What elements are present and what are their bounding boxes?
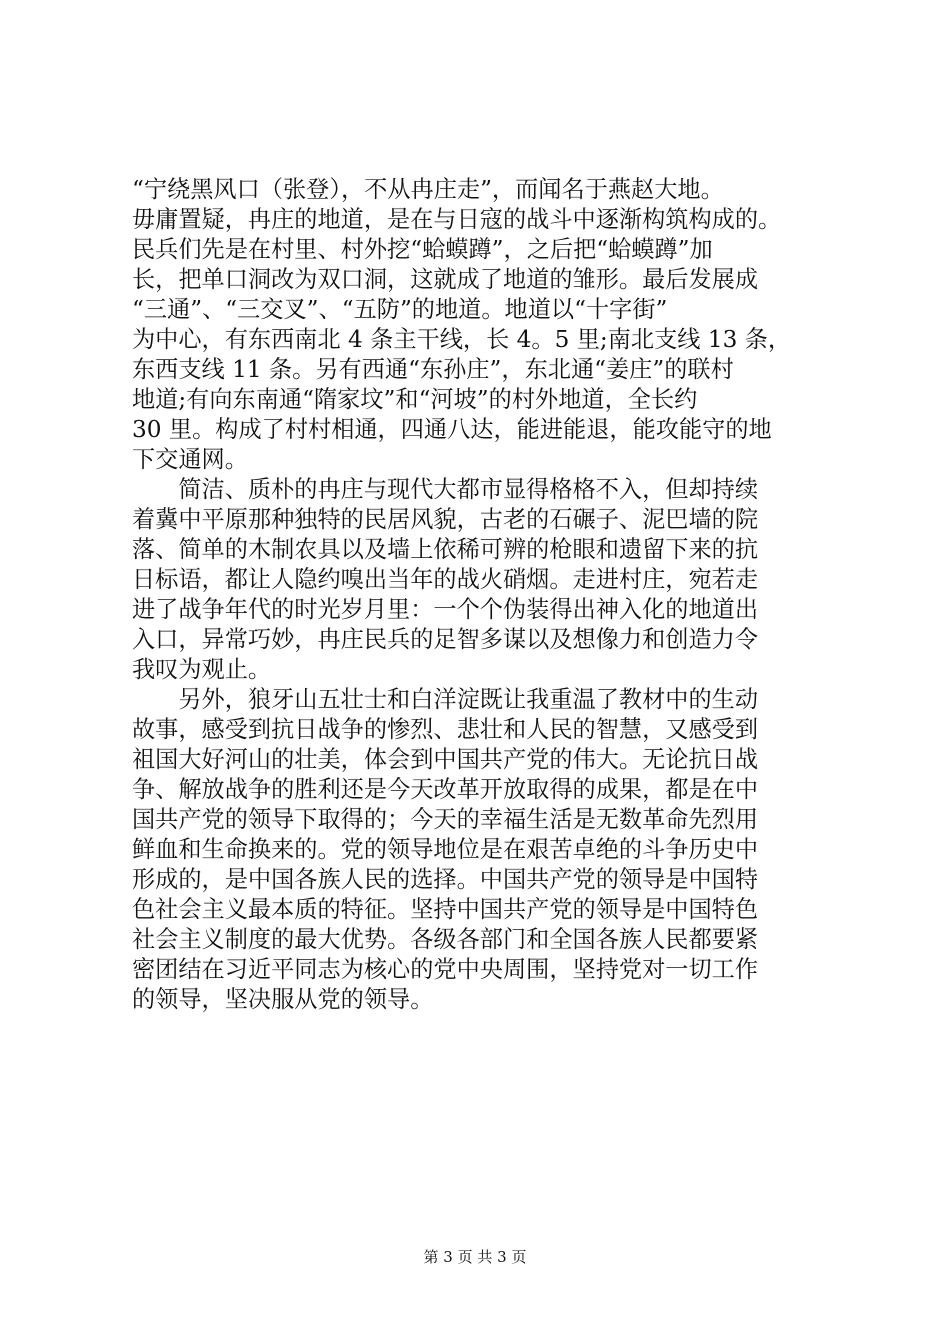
text-line: “宁绕黑风口（张登），不从冉庄走”，而闻名于燕赵大地。 xyxy=(132,176,724,203)
text-line: 国共产党的领导下取得的；今天的幸福生活是无数革命先烈用 xyxy=(132,806,759,833)
text-line: 长，把单口洞改为双口洞，这就成了地道的雏形。最后发展成 xyxy=(132,266,759,293)
text-line: 鲜血和生命换来的。党的领导地位是在艰苦卓绝的斗争历史中 xyxy=(132,836,759,863)
text-line: 东西支线 11 条。另有西通“东孙庄”，东北通“姜庄”的联村 xyxy=(132,356,734,383)
text-line: “三通”、“三交叉”、“五防”的地道。地道以“十字街” xyxy=(132,296,668,323)
text-line: 着冀中平原那种独特的民居风貌，古老的石碾子、泥巴墙的院 xyxy=(132,506,759,533)
text-line: 下交通网。 xyxy=(132,446,248,473)
text-line: 密团结在习近平同志为核心的党中央周围，坚持党对一切工作 xyxy=(132,956,759,983)
text-line: 故事，感受到抗日战争的惨烈、悲壮和人民的智慧，又感受到 xyxy=(132,716,759,743)
text-line: 毋庸置疑，冉庄的地道，是在与日寇的战斗中逐渐构筑构成的。 xyxy=(132,206,782,233)
text-line: 落、简单的木制农具以及墙上依稀可辨的枪眼和遗留下来的抗 xyxy=(132,536,759,563)
body-text xyxy=(132,175,832,1015)
text-line: 祖国大好河山的壮美，体会到中国共产党的伟大。无论抗日战 xyxy=(132,746,759,773)
text-line: 民兵们先是在村里、村外挖“蛤蟆蹲”，之后把“蛤蟆蹲”加 xyxy=(132,236,713,263)
text-line: 简洁、质朴的冉庄与现代大都市显得格格不入，但却持续 xyxy=(132,476,759,503)
text-line: 入口，异常巧妙，冉庄民兵的足智多谋以及想像力和创造力令 xyxy=(132,626,759,653)
text-line: 我叹为观止。 xyxy=(132,656,272,683)
page-number-footer: 第 3 页 共 3 页 xyxy=(423,1248,527,1266)
text-line: 色社会主义最本质的特征。坚持中国共产党的领导是中国特色 xyxy=(132,896,759,923)
text-line: 争、解放战争的胜利还是今天改革开放取得的成果，都是在中 xyxy=(132,776,759,803)
text-line: 的领导，坚决服从党的领导。 xyxy=(132,986,434,1013)
text-line: 进了战争年代的时光岁月里：一个个伪装得出神入化的地道出 xyxy=(132,596,759,623)
text-line: 为中心，有东西南北 4 条主干线，长 4。5 里;南北支线 13 条， xyxy=(132,326,792,353)
text-line: 30 里。构成了村村相通，四通八达，能进能退，能攻能守的地 xyxy=(132,416,772,443)
text-line: 地道;有向东南通“隋家坟”和“河坡”的村外地道，全长约 xyxy=(132,386,698,413)
text-line: 社会主义制度的最大优势。各级各部门和全国各族人民都要紧 xyxy=(132,926,759,953)
text-line: 另外，狼牙山五壮士和白洋淀既让我重温了教材中的生动 xyxy=(132,686,759,713)
text-line: 日标语，都让人隐约嗅出当年的战火硝烟。走进村庄，宛若走 xyxy=(132,566,759,593)
text-line: 形成的，是中国各族人民的选择。中国共产党的领导是中国特 xyxy=(132,866,759,893)
